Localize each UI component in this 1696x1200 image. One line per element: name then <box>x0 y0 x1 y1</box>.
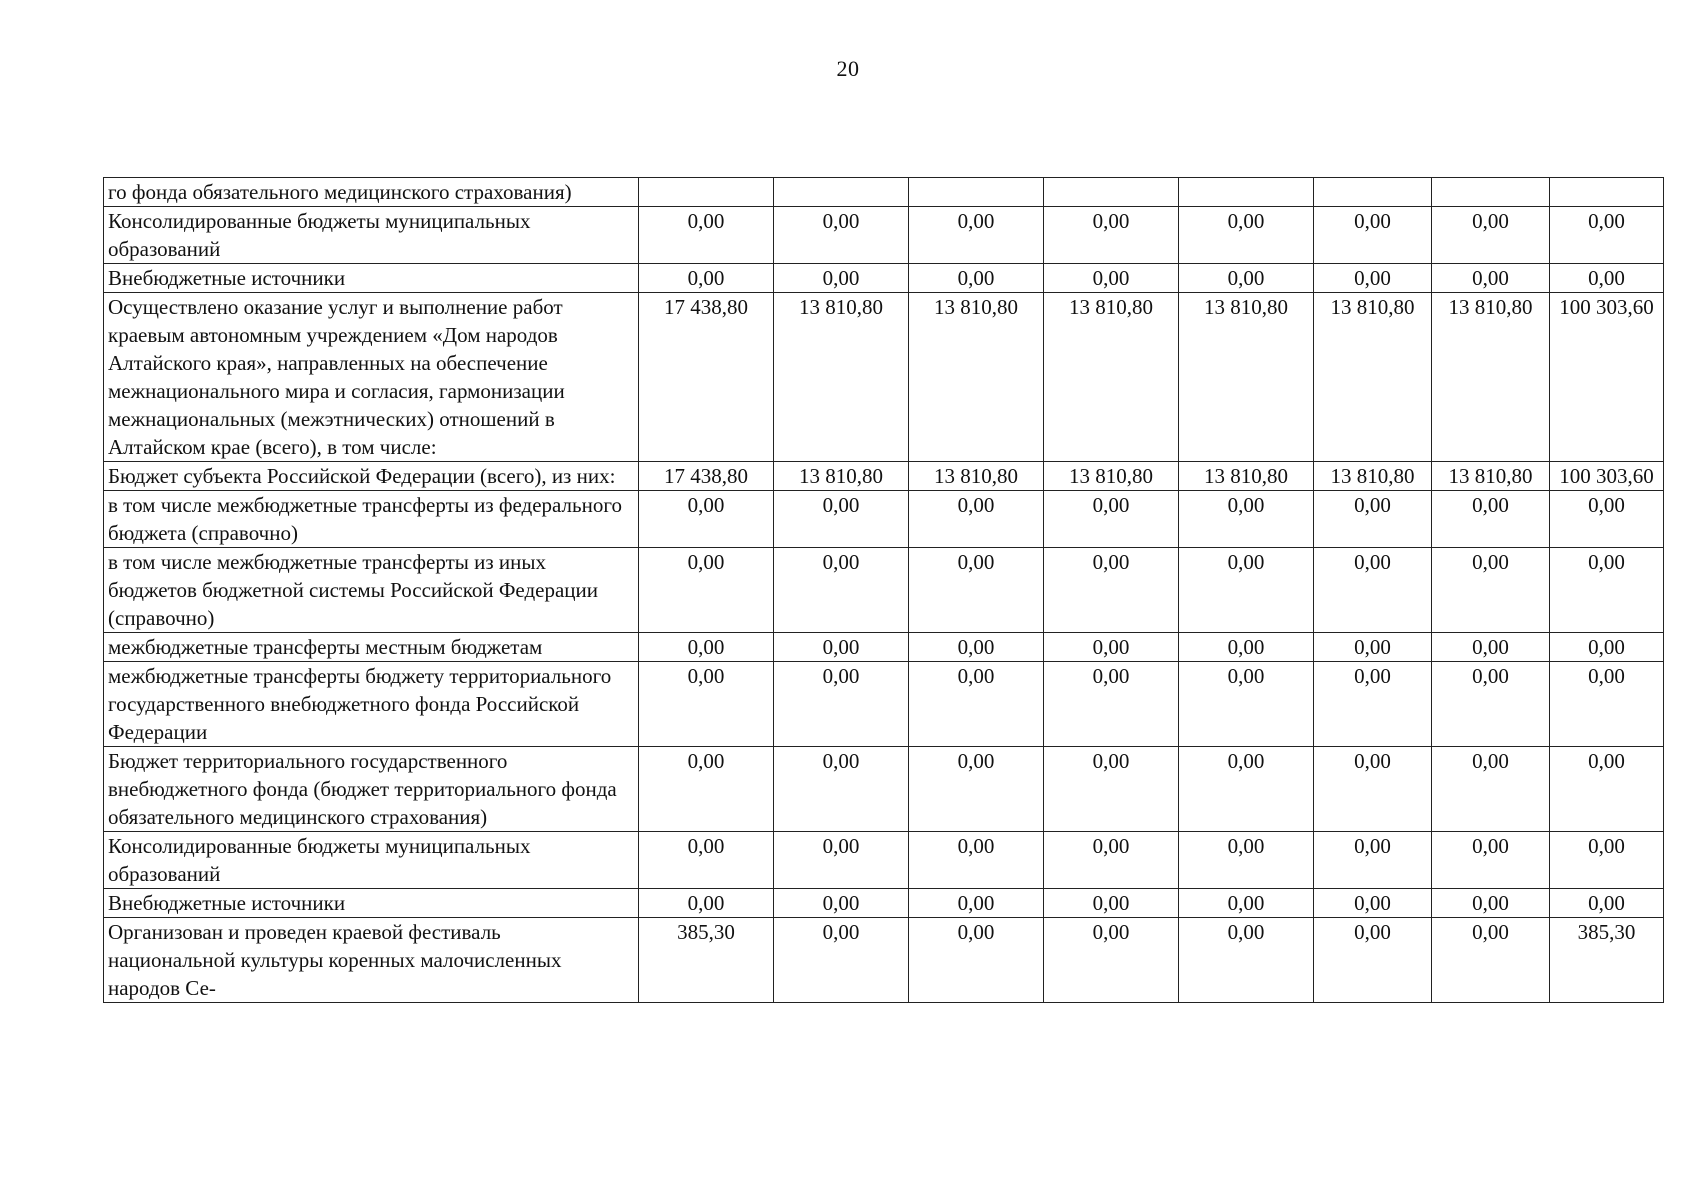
value-cell: 0,00 <box>1432 747 1550 832</box>
value-cell: 0,00 <box>1314 889 1432 918</box>
value-cell: 0,00 <box>1432 832 1550 889</box>
value-cell: 0,00 <box>909 889 1044 918</box>
value-cell: 0,00 <box>639 207 774 264</box>
value-cell: 0,00 <box>1314 832 1432 889</box>
value-cell: 0,00 <box>1314 264 1432 293</box>
value-cell: 0,00 <box>774 633 909 662</box>
table-row <box>104 462 1664 491</box>
row-label: Консолидированные бюджеты муниципальных образований <box>104 207 639 264</box>
value-cell: 0,00 <box>909 832 1044 889</box>
row-label: межбюджетные трансферты бюджету территориального государственного внебюджетного фонда Российской Федерации <box>104 662 639 747</box>
row-label: межбюджетные трансферты местным бюджетам <box>104 633 639 662</box>
row-label: Бюджет субъекта Российской Федерации (всего), из них: <box>104 462 639 491</box>
value-cell <box>909 178 1044 207</box>
value-cell: 0,00 <box>1179 491 1314 548</box>
value-cell: 0,00 <box>1550 633 1664 662</box>
row-label: го фонда обязательного медицинского страхования) <box>104 178 639 207</box>
value-cell: 0,00 <box>1179 832 1314 889</box>
value-cell: 0,00 <box>639 491 774 548</box>
value-cell: 13 810,80 <box>1044 293 1179 462</box>
value-cell: 0,00 <box>1179 264 1314 293</box>
value-cell: 0,00 <box>774 832 909 889</box>
value-cell: 0,00 <box>774 747 909 832</box>
row-label: Бюджет территориального государственного внебюджетного фонда (бюджет территориального фонда обязательного медицинского страхования) <box>104 747 639 832</box>
value-cell: 0,00 <box>639 747 774 832</box>
row-label: Внебюджетные источники <box>104 889 639 918</box>
value-cell: 0,00 <box>774 548 909 633</box>
value-cell: 0,00 <box>1550 207 1664 264</box>
value-cell: 0,00 <box>1044 491 1179 548</box>
value-cell: 0,00 <box>1179 548 1314 633</box>
value-cell: 13 810,80 <box>1314 462 1432 491</box>
table-body <box>104 178 1664 1003</box>
value-cell: 0,00 <box>1179 633 1314 662</box>
value-cell: 17 438,80 <box>639 462 774 491</box>
table-row <box>104 178 1664 207</box>
value-cell: 0,00 <box>909 747 1044 832</box>
value-cell: 100 303,60 <box>1550 293 1664 462</box>
value-cell: 13 810,80 <box>1432 462 1550 491</box>
page-number: 20 <box>836 56 860 81</box>
value-cell: 0,00 <box>639 889 774 918</box>
value-cell: 0,00 <box>1044 832 1179 889</box>
value-cell: 100 303,60 <box>1550 462 1664 491</box>
value-cell: 0,00 <box>774 207 909 264</box>
table-row <box>104 633 1664 662</box>
value-cell: 0,00 <box>1179 662 1314 747</box>
value-cell: 0,00 <box>774 918 909 1003</box>
value-cell: 385,30 <box>1550 918 1664 1003</box>
table-row <box>104 832 1664 889</box>
value-cell <box>1044 178 1179 207</box>
value-cell: 0,00 <box>1550 889 1664 918</box>
value-cell: 0,00 <box>1432 918 1550 1003</box>
value-cell: 0,00 <box>1179 747 1314 832</box>
value-cell: 13 810,80 <box>774 293 909 462</box>
value-cell: 0,00 <box>1432 264 1550 293</box>
value-cell: 0,00 <box>1550 747 1664 832</box>
value-cell <box>1314 178 1432 207</box>
row-label: Консолидированные бюджеты муниципальных образований <box>104 832 639 889</box>
table-row <box>104 207 1664 264</box>
value-cell: 0,00 <box>909 662 1044 747</box>
value-cell: 0,00 <box>1044 207 1179 264</box>
value-cell: 0,00 <box>639 832 774 889</box>
row-label: Осуществлено оказание услуг и выполнение работ краевым автономным учреждением «Дом народов Алтайского края», направленных на обеспечение межнационального мира и согласия, гармонизации межнациональных (межэтнических) отношений в Алтайском крае (всего), в том числе: <box>104 293 639 462</box>
value-cell: 0,00 <box>639 633 774 662</box>
value-cell: 0,00 <box>1044 747 1179 832</box>
value-cell: 0,00 <box>1314 747 1432 832</box>
value-cell <box>1550 178 1664 207</box>
table-row <box>104 548 1664 633</box>
value-cell: 0,00 <box>1314 207 1432 264</box>
budget-table <box>103 177 1664 1003</box>
value-cell: 0,00 <box>639 548 774 633</box>
value-cell: 0,00 <box>774 264 909 293</box>
value-cell: 17 438,80 <box>639 293 774 462</box>
value-cell: 0,00 <box>1432 548 1550 633</box>
value-cell: 0,00 <box>1432 662 1550 747</box>
table-row <box>104 293 1664 462</box>
row-label: Внебюджетные источники <box>104 264 639 293</box>
value-cell: 13 810,80 <box>1179 462 1314 491</box>
value-cell: 0,00 <box>1432 491 1550 548</box>
value-cell: 0,00 <box>1550 264 1664 293</box>
value-cell: 0,00 <box>909 491 1044 548</box>
value-cell: 0,00 <box>1432 633 1550 662</box>
row-label: в том числе межбюджетные трансферты из федерального бюджета (справочно) <box>104 491 639 548</box>
value-cell: 0,00 <box>774 662 909 747</box>
value-cell <box>1432 178 1550 207</box>
value-cell: 0,00 <box>1044 264 1179 293</box>
value-cell: 0,00 <box>909 918 1044 1003</box>
value-cell: 0,00 <box>1044 662 1179 747</box>
table-row <box>104 491 1664 548</box>
value-cell: 0,00 <box>909 548 1044 633</box>
value-cell: 0,00 <box>1179 889 1314 918</box>
value-cell: 13 810,80 <box>1044 462 1179 491</box>
value-cell: 0,00 <box>639 264 774 293</box>
value-cell: 0,00 <box>1314 662 1432 747</box>
value-cell: 0,00 <box>1550 832 1664 889</box>
value-cell: 0,00 <box>1314 633 1432 662</box>
table-row <box>104 662 1664 747</box>
value-cell: 385,30 <box>639 918 774 1003</box>
value-cell: 0,00 <box>909 207 1044 264</box>
value-cell: 13 810,80 <box>774 462 909 491</box>
value-cell: 0,00 <box>1314 548 1432 633</box>
value-cell: 0,00 <box>1044 889 1179 918</box>
value-cell: 0,00 <box>1044 633 1179 662</box>
table-row <box>104 747 1664 832</box>
table-row <box>104 918 1664 1003</box>
value-cell: 0,00 <box>1550 548 1664 633</box>
value-cell <box>774 178 909 207</box>
value-cell: 0,00 <box>1044 918 1179 1003</box>
value-cell: 0,00 <box>1550 491 1664 548</box>
value-cell: 13 810,80 <box>909 293 1044 462</box>
value-cell: 0,00 <box>1432 889 1550 918</box>
table-row <box>104 264 1664 293</box>
value-cell: 0,00 <box>1550 662 1664 747</box>
value-cell: 0,00 <box>1179 918 1314 1003</box>
value-cell: 0,00 <box>639 662 774 747</box>
value-cell: 13 810,80 <box>1432 293 1550 462</box>
value-cell: 13 810,80 <box>1179 293 1314 462</box>
row-label: в том числе межбюджетные трансферты из иных бюджетов бюджетной системы Российской Федерации (справочно) <box>104 548 639 633</box>
value-cell: 13 810,80 <box>1314 293 1432 462</box>
value-cell: 0,00 <box>909 633 1044 662</box>
value-cell: 0,00 <box>774 491 909 548</box>
value-cell: 0,00 <box>1314 491 1432 548</box>
value-cell: 0,00 <box>909 264 1044 293</box>
value-cell <box>639 178 774 207</box>
table-row <box>104 889 1664 918</box>
row-label: Организован и проведен краевой фестиваль национальной культуры коренных малочисленных народов Се- <box>104 918 639 1003</box>
value-cell: 13 810,80 <box>909 462 1044 491</box>
value-cell: 0,00 <box>1432 207 1550 264</box>
value-cell <box>1179 178 1314 207</box>
value-cell: 0,00 <box>1044 548 1179 633</box>
value-cell: 0,00 <box>1179 207 1314 264</box>
value-cell: 0,00 <box>774 889 909 918</box>
value-cell: 0,00 <box>1314 918 1432 1003</box>
